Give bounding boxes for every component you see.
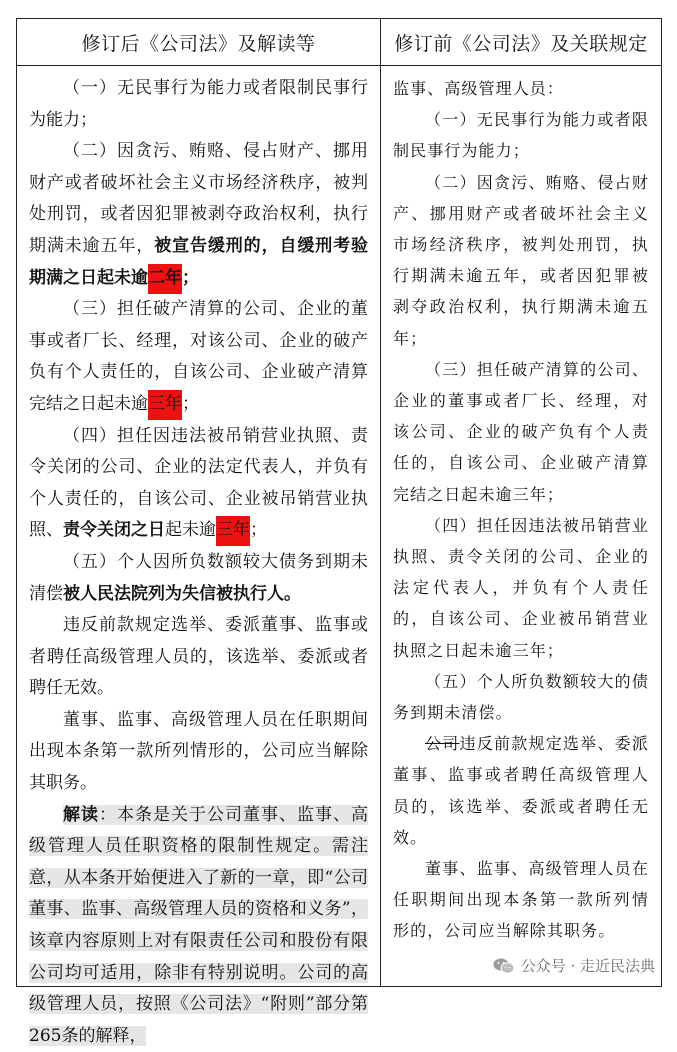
- right-paragraph-7-text: 董事、监事、高级管理人员在任职期间出现本条第一款所列情形的，公司应当解除其职务。: [393, 859, 649, 941]
- right-item-1: [393, 104, 649, 166]
- left-item-2-end: ；: [182, 267, 199, 288]
- right-paragraph-6: [393, 728, 649, 853]
- left-item-4-bold: 责令关闭之日: [63, 520, 165, 541]
- right-intro-text: 监事、高级管理人员：: [393, 79, 565, 98]
- right-item-5: [393, 666, 649, 728]
- interpretation-paragraph: [29, 800, 368, 1052]
- right-item-3: [393, 354, 649, 510]
- left-item-5-end: 。: [284, 583, 301, 604]
- right-paragraph-7: [393, 853, 649, 947]
- left-item-4: [29, 421, 368, 547]
- header-left: 修订后《公司法》及解读等: [17, 19, 381, 66]
- left-paragraph-7: [29, 705, 368, 800]
- left-item-5-bold: 被人民法院列为失信被执行人: [63, 583, 284, 604]
- right-item-3-text: （三）担任破产清算的公司、企业的董事或者厂长、经理，对该公司、企业的破产负有个人责任的，自该公司、企业破产清算完结之日起未逾三年；: [393, 359, 649, 504]
- right-item-2: [393, 167, 649, 354]
- header-right: 修订前《公司法》及关联规定: [381, 19, 662, 66]
- left-item-4-text-2: 起未逾: [165, 520, 216, 541]
- left-item-5-text: （五）个人因所负数额较大债务到期未清偿: [29, 551, 368, 604]
- comparison-table: [16, 18, 662, 1046]
- left-item-1: [29, 73, 368, 136]
- left-item-4-end: ；: [250, 520, 267, 541]
- right-item-2-text: （二）因贪污、贿赂、侵占财产、挪用财产或者破坏社会主义市场经济秩序，被判处刑罚，执行期满未逾五年，或者因犯罪被剥夺政治权利，执行期满未逾五年；: [393, 172, 649, 348]
- left-column: [17, 66, 381, 1046]
- left-item-2-text: （二）因贪污、贿赂、侵占财产、挪用财产或者破坏社会主义市场经济秩序，被判处刑罚，或者因犯罪被剥夺政治权利，执行期满未逾五年，: [29, 141, 368, 256]
- watermark-text: 公众号 · 走近民法典: [520, 957, 655, 975]
- interpretation-label: 解读: [63, 804, 99, 825]
- left-item-2-bold: 被宣告缓刑的，自缓刑考验期满之日起未逾: [29, 235, 369, 288]
- right-item-4-text: （四）担任因违法被吊销营业执照、责令关闭的公司、企业的法定代表人，并负有个人责任的，自该公司、企业被吊销营业执照之日起未逾三年；: [393, 515, 649, 660]
- left-item-3-text: （三）担任破产清算的公司、企业的董事或者厂长、经理，对该公司、企业的破产负有个人责任的，自该公司、企业破产清算完结之日起未逾: [29, 299, 368, 414]
- right-intro: [393, 73, 649, 104]
- right-item-4: [393, 510, 649, 666]
- right-item-5-text: （五）个人所负数额较大的债务到期未清偿。: [393, 671, 649, 723]
- right-paragraph-6-deleted: 公司: [425, 734, 460, 754]
- wechat-icon: [493, 957, 515, 975]
- left-item-4-highlight: 三年: [216, 516, 250, 546]
- right-paragraph-6-text: 违反前款规定选举、委派董事、监事或者聘任高级管理人员的，该选举、委派或者聘任无效。: [393, 734, 649, 847]
- left-paragraph-7-text: 董事、监事、高级管理人员在任职期间出现本条第一款所列情形的，公司应当解除其职务。: [29, 709, 368, 794]
- left-item-5: [29, 547, 368, 610]
- right-item-1-text: （一）无民事行为能力或者限制民事行为能力；: [393, 110, 649, 161]
- watermark: [489, 953, 659, 978]
- left-item-3-end: ；: [182, 393, 199, 414]
- left-item-4-text: （四）担任因违法被吊销营业执照、责令关闭的公司、企业的法定代表人，并负有个人责任的，自该公司、企业被吊销营业执照、: [29, 425, 368, 541]
- left-item-3-highlight: 三年: [148, 390, 182, 420]
- table-header-row: [17, 19, 662, 66]
- interpretation-text: ：本条是关于公司董事、监事、高级管理人员任职资格的限制性规定。需注意，从本条开始便进入了新的一章，即“公司董事、监事、高级管理人员的资格和义务”，该章内容原则上对有限责任公司和股份有限公司均可适用，除非有特别说明。公司的高级管理人员，按照《公司法》“附则”部分第265条的解释，: [29, 804, 368, 1046]
- left-paragraph-6-text: 违反前款规定选举、委派董事、监事或者聘任高级管理人员的，该选举、委派或者聘任无效。: [29, 615, 368, 699]
- left-item-2: [29, 136, 368, 294]
- left-item-3: [29, 294, 368, 420]
- right-column: [381, 66, 662, 987]
- left-paragraph-6: [29, 610, 368, 705]
- left-item-1-text: （一）无民事行为能力或者限制民事行为能力；: [29, 78, 368, 130]
- left-item-2-highlight: 二年: [148, 264, 182, 294]
- table-body-row: [17, 66, 662, 987]
